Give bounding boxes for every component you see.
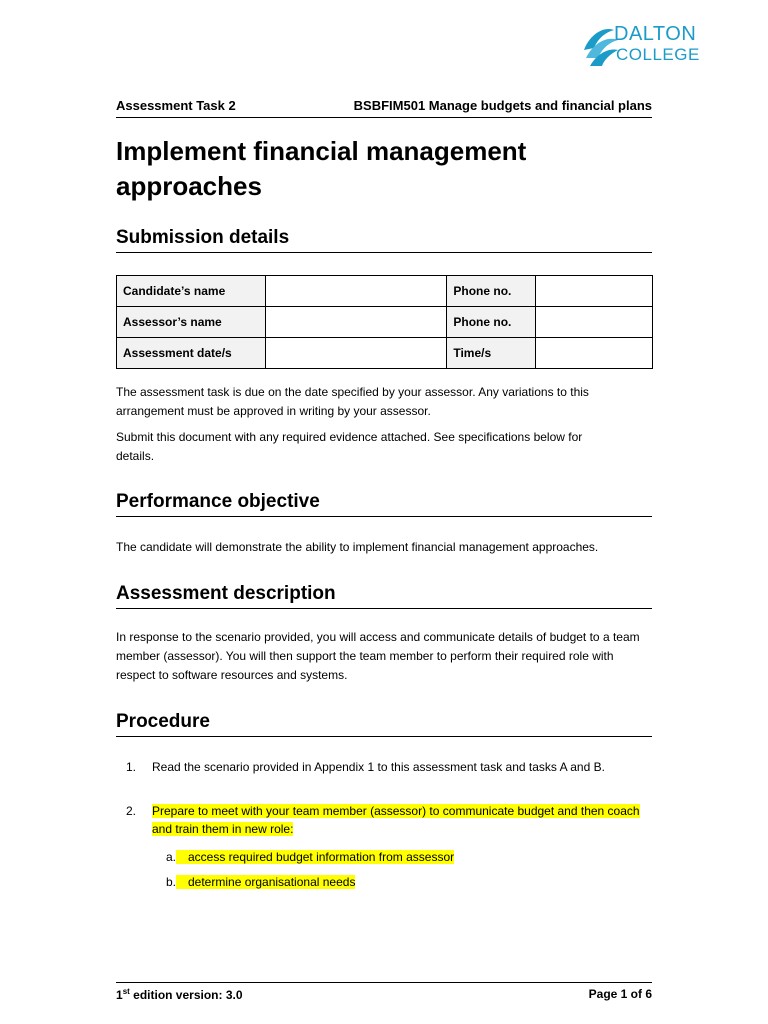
page-title: Implement financial management approaches bbox=[116, 136, 527, 201]
header-task: Assessment Task 2 bbox=[116, 98, 236, 113]
item-text bbox=[176, 848, 656, 866]
header-rule bbox=[116, 117, 652, 118]
section-heading-procedure: Procedure bbox=[116, 711, 210, 732]
item-number: 1. bbox=[125, 760, 136, 774]
edition-suffix: st bbox=[122, 987, 130, 996]
item-text bbox=[152, 802, 652, 838]
assessment-date-field[interactable] bbox=[265, 338, 447, 369]
item-letter: a. bbox=[165, 850, 176, 864]
assessor-phone-field[interactable] bbox=[536, 307, 653, 338]
assessment-text: In response to the scenario provided, you will access and communicate details of budget to a team member (assessor). You will then support the team member to perform their required role with respect to software resources and systems. bbox=[116, 630, 640, 682]
item-text bbox=[176, 873, 656, 891]
table-row bbox=[117, 338, 653, 369]
procedure-item-1 bbox=[116, 758, 656, 776]
assessor-name-field[interactable] bbox=[265, 307, 447, 338]
wave-icon bbox=[584, 29, 618, 66]
footer-rule bbox=[116, 982, 652, 983]
table-label: Assessor’s name bbox=[117, 307, 266, 338]
submission-table bbox=[116, 275, 653, 369]
procedure-subitem-a bbox=[116, 848, 656, 866]
table-label: Candidate’s name bbox=[117, 276, 266, 307]
brand-line1: DALTON bbox=[614, 23, 697, 45]
section-rule bbox=[116, 608, 652, 609]
document-header bbox=[116, 98, 652, 113]
item-number: 2. bbox=[125, 804, 136, 818]
header-unit: BSBFIM501 Manage budgets and financial plans bbox=[353, 98, 652, 113]
time-field[interactable] bbox=[536, 338, 653, 369]
procedure-item-2 bbox=[116, 802, 656, 838]
brand-line2: COLLEGE bbox=[616, 45, 700, 64]
submission-paragraph-2: Submit this document with any required evidence attached. See specifications below for details. bbox=[116, 430, 583, 463]
table-row bbox=[117, 276, 653, 307]
edition-label bbox=[116, 987, 243, 1002]
section-heading-assessment: Assessment description bbox=[116, 583, 336, 604]
item-text: Read the scenario provided in Appendix 1 to this assessment task and tasks A and B. bbox=[152, 760, 605, 774]
edition-version: edition version: 3.0 bbox=[129, 988, 243, 1002]
document-footer bbox=[116, 987, 652, 1002]
table-row bbox=[117, 307, 653, 338]
candidate-phone-field[interactable] bbox=[536, 276, 653, 307]
item-letter: b. bbox=[165, 875, 176, 889]
section-heading-performance: Performance objective bbox=[116, 491, 320, 512]
edition-number: 1 bbox=[116, 988, 123, 1002]
highlighted-text: determine organisational needs bbox=[176, 875, 355, 889]
table-label: Assessment date/s bbox=[117, 338, 266, 369]
section-rule bbox=[116, 516, 652, 517]
section-heading-submission: Submission details bbox=[116, 227, 290, 248]
highlighted-text: access required budget information from assessor bbox=[176, 850, 454, 864]
highlighted-text: Prepare to meet with your team member (assessor) to communicate budget and then coach and train them in new role: bbox=[152, 804, 640, 836]
table-label: Phone no. bbox=[447, 276, 536, 307]
table-label: Time/s bbox=[447, 338, 536, 369]
section-rule bbox=[116, 252, 652, 253]
page-number: Page 1 of 6 bbox=[588, 987, 652, 1001]
brand-wordmark bbox=[614, 24, 700, 63]
submission-paragraph-1: The assessment task is due on the date specified by your assessor. Any variations to this arrangement must be approved in writing by your assessor. bbox=[116, 385, 589, 418]
performance-text: The candidate will demonstrate the ability to implement financial management approaches. bbox=[116, 540, 599, 554]
section-rule bbox=[116, 736, 652, 737]
procedure-subitem-b bbox=[116, 873, 656, 891]
candidate-name-field[interactable] bbox=[265, 276, 447, 307]
table-label: Phone no. bbox=[447, 307, 536, 338]
